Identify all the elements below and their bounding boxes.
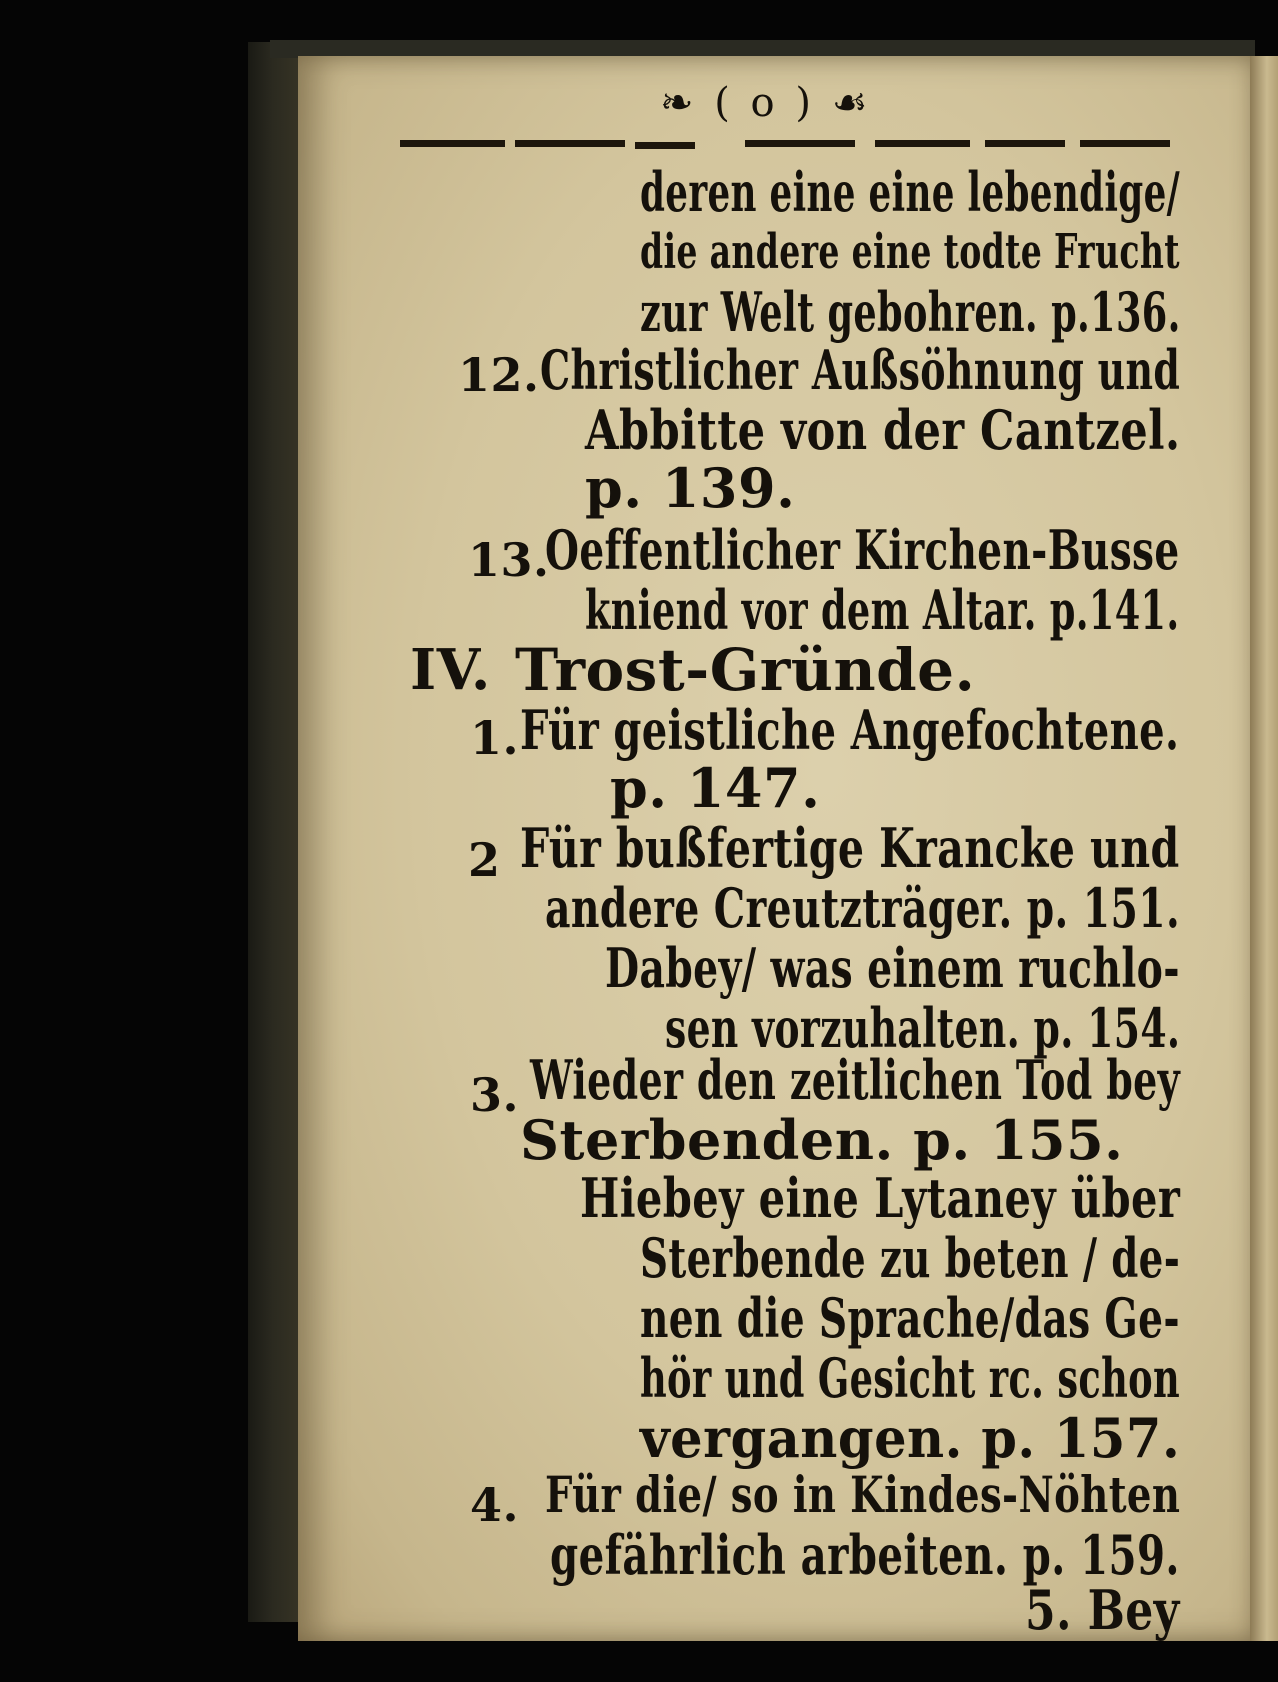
text-line: die andere eine todte Frucht: [640, 224, 1180, 280]
text-line: sen vorzuhalten. p. 154.: [665, 996, 1181, 1060]
text-line: Christlicher Außsöhnung und: [540, 338, 1181, 402]
entry-number: 13.: [468, 533, 550, 587]
text-line: Sterbende zu beten / de-: [640, 1226, 1181, 1290]
text-line: Hiebey eine Lytaney über: [580, 1166, 1181, 1230]
text-line: zur Welt gebohren. p.136.: [640, 280, 1181, 344]
text-line: Sterbenden. p. 155.: [520, 1108, 1124, 1172]
header-rule-segment: [745, 140, 855, 147]
entry-number: 4.: [470, 1478, 520, 1532]
text-line: Wieder den zeitlichen Tod bey: [530, 1048, 1181, 1112]
text-line: gefährlich arbeiten. p. 159.: [550, 1523, 1180, 1587]
page-marker: ( o ): [714, 80, 815, 126]
entry-number: 3.: [470, 1068, 520, 1122]
ornament-right-icon: ☙: [831, 80, 872, 126]
text-line: nen die Sprache/das Ge-: [640, 1286, 1181, 1350]
text-line: kniend vor dem Altar. p.141.: [585, 578, 1180, 642]
text-line: Für geistliche Angefochtene.: [520, 698, 1180, 762]
text-line: vergangen. p. 157.: [640, 1406, 1181, 1470]
entry-number: 12.: [458, 348, 540, 402]
text-line: Für die/ so in Kindes-Nöhten: [545, 1465, 1181, 1524]
text-line: Für bußfertige Krancke und: [520, 816, 1180, 880]
header-rule-segment: [875, 140, 970, 147]
text-line: p. 147.: [610, 756, 821, 820]
text-line: deren eine eine lebendige/: [640, 160, 1180, 224]
header-rule-segment: [635, 142, 695, 149]
entry-number: 1.: [470, 711, 520, 765]
header-rule-segment: [985, 140, 1065, 147]
entry-number: 2: [468, 833, 501, 887]
header-rule-segment: [1080, 140, 1170, 147]
page-header: [660, 80, 872, 126]
header-rule-segment: [400, 140, 505, 147]
text-line: Abbitte von der Cantzel.: [585, 398, 1181, 462]
section-number: IV.: [410, 637, 491, 703]
ornament-left-icon: ❧: [660, 80, 698, 126]
catchword: 5. Bey: [1025, 1578, 1180, 1642]
facing-page-edge: [1250, 56, 1278, 1641]
text-line: p. 139.: [585, 456, 796, 520]
text-line: andere Creutzträger. p. 151.: [545, 876, 1181, 940]
text-line: Dabey/ was einem ruchlo-: [605, 936, 1180, 1000]
text-line: Oeffentlicher Kirchen-Busse: [545, 518, 1180, 582]
header-rule-segment: [515, 140, 625, 147]
section-title: Trost-Gründe.: [515, 636, 976, 704]
text-line: hör und Gesicht rc. schon: [640, 1346, 1181, 1410]
